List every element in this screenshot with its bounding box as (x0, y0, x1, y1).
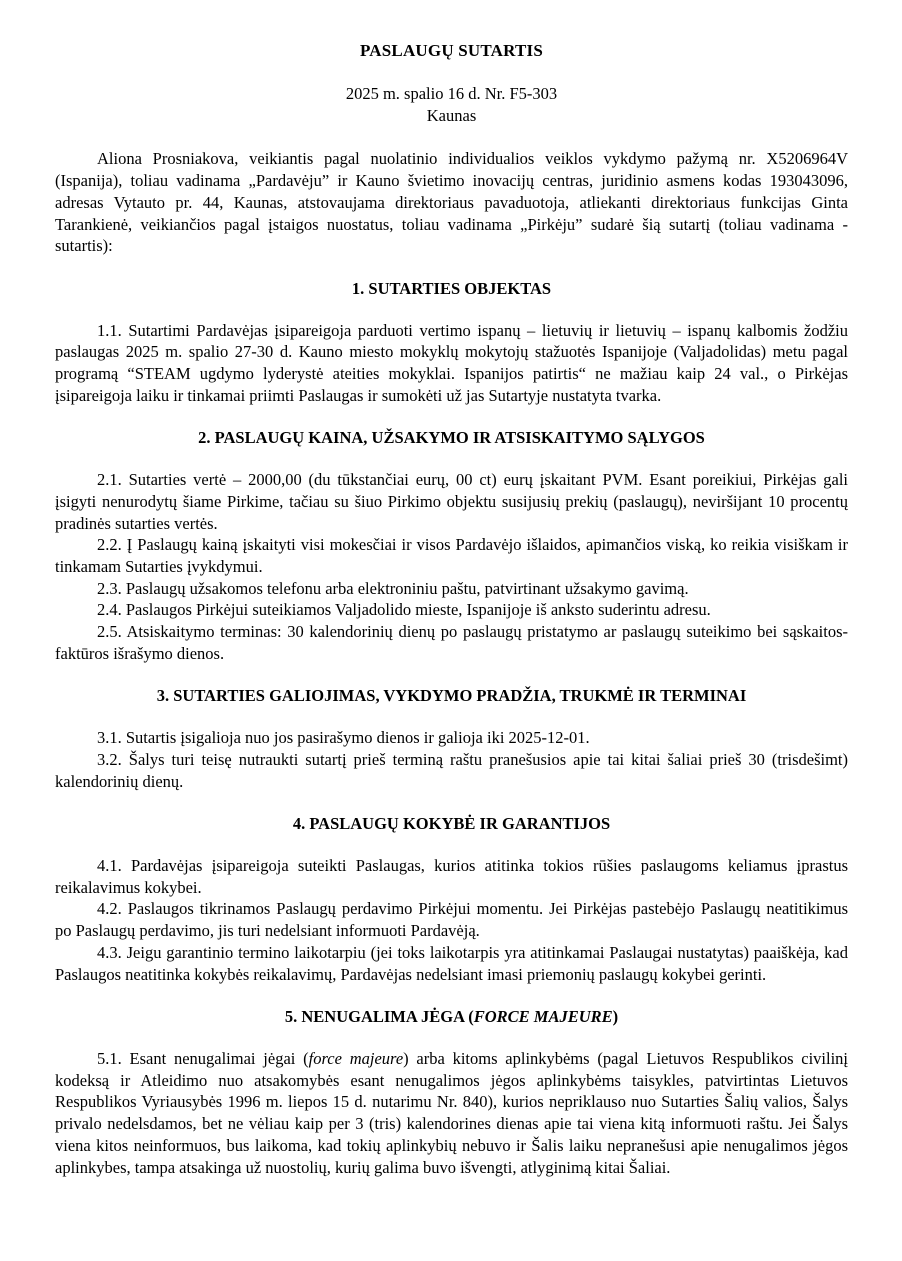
section-5 (55, 1006, 848, 1178)
section-5-heading-italic: FORCE MAJEURE (473, 1006, 613, 1026)
section-4-heading: 4. PASLAUGŲ KOKYBĖ IR GARANTIJOS (292, 813, 611, 833)
paragraph-5-1-before: 5.1. Esant nenugalimai jėgai ( (97, 1048, 309, 1068)
paragraph-5-1-after: ) arba kitoms aplinkybėms (pagal Lietuvos Respublikos civilinį kodeksą ir Atleidimo nuo atsakomybės esant nenugalimos jėgos aplinkybėms taisykles, patvirtintas Lietuvos Respublikos Vyriausybės 1996 m. liepos 15 d. nutarimu Nr. 840), kurios nepriklauso nuo Sutarties Šalių valios, Šalys privalo nedelsdamos, bet ne vėliau kaip per 3 (tris) kalendorines dienas apie tai viena kitą informuoti raštu. Jei Šalys viena kitos neinformuos, bus laikoma, kad tokių aplinkybių nebuvo ir Šalis laiku nepranešusi apie nenugalimos jėgos aplinkybes, tampa atsakinga už nuostolių, kurių galima buvo išvengti, atlyginimą kitai Šaliai. (55, 1048, 849, 1177)
intro-paragraph: Aliona Prosniakova, veikiantis pagal nuolatinio individualios veiklos vykdymo pažymą nr. X5206964V (Ispanija), toliau vadinama „Pardavėju” ir Kauno švietimo inovacijų centras, juridinio asmens kodas 193043096, adresas Vytauto pr. 44, Kaunas, atstovaujama direktoriaus pavaduotoja, atliekanti direktoriaus funkcijas Ginta Tarankienė, veikiančios pagal įstaigos nuostatus, toliau vadinama „Pirkėju” sudarė šią sutartį (toliau vadinama - sutartis): (55, 149, 848, 256)
city-line: Kaunas (426, 106, 477, 126)
section-2 (55, 427, 848, 665)
paragraph-3-1: 3.1. Sutartis įsigalioja nuo jos pasirašymo dienos ir galioja iki 2025-12-01. (97, 728, 590, 748)
section-5-heading (55, 1006, 848, 1028)
paragraph-2-3: 2.3. Paslaugų užsakomos telefonu arba elektroniniu paštu, patvirtinant užsakymo gavimą. (97, 578, 689, 598)
paragraph-2-1: 2.1. Sutarties vertė – 2000,00 (du tūkstančiai eurų, 00 ct) eurų įskaitant PVM. Esant poreikiui, Pirkėjas gali įsigyti nenurodytų šiame Pirkime, tačiau su šiuo Pirkimo objektu susijusių prekių (paslaugų), neviršijant 10 procentų pradinės sutarties vertės. (55, 470, 848, 533)
paragraph-4-2: 4.2. Paslaugos tikrinamos Paslaugų perdavimo Pirkėjui momentu. Jei Pirkėjas pastebėjo Paslaugų neatitikimus po Paslaugų perdavimo, jis turi nedelsiant informuoti Pardavėją. (55, 899, 848, 941)
paragraph-2-5: 2.5. Atsiskaitymo terminas: 30 kalendorinių dienų po paslaugų pristatymo ar paslaugų suteikimo bei sąskaitos-faktūros išrašymo dienos. (55, 622, 848, 663)
section-3 (55, 685, 848, 792)
paragraph-2-2: 2.2. Į Paslaugų kainą įskaityti visi mokesčiai ir visos Pardavėjo išlaidos, apimančios viską, ko reikia visiškam ir tinkamam Sutarties įvykdymui. (55, 535, 848, 577)
paragraph-4-1: 4.1. Pardavėjas įsipareigoja suteikti Paslaugas, kurios atitinka tokios rūšies paslaugoms keliamus įprastus reikalavimus kokybei. (55, 856, 848, 897)
paragraph-4-3: 4.3. Jeigu garantinio termino laikotarpiu (jei toks laikotarpis yra atitinkamai Paslaugai nustatytas) paaiškėja, kad Paslaugos neatitinka kokybės reikalavimų, Pardavėjas nedelsiant imasi priemonių paslaugų kokybei gerinti. (55, 942, 848, 984)
paragraph-5-1 (55, 1048, 848, 1178)
section-3-heading: 3. SUTARTIES GALIOJIMAS, VYKDYMO PRADŽIA, TRUKMĖ IR TERMINAI (156, 686, 747, 706)
paragraph-3-2: 3.2. Šalys turi teisę nutraukti sutartį prieš terminą raštu pranešusios apie tai kitai šaliai prieš 30 (trisdešimt) kalendorinių dienų. (55, 749, 848, 791)
paragraph-1-1: 1.1. Sutartimi Pardavėjas įsipareigoja parduoti vertimo ispanų – lietuvių ir lietuvių – ispanų kalbomis žodžiu paslaugas 2025 m. spalio 27-30 d. Kauno miesto mokyklų mokytojų stažuotės Ispanijoje (Valjadolidas) metu pagal programą “STEAM ugdymo lyderystė ateities mokyklai. Ispanijos patirtis“ ne mažiau kaip 24 val., o Pirkėjas įsipareigoja laiku ir tinkamai priimti Paslaugas ir sumokėti už jas Sutartyje nustatyta tvarka. (55, 320, 848, 405)
section-2-heading: 2. PASLAUGŲ KAINA, UŽSAKYMO IR ATSISKAITYMO SĄLYGOS (198, 428, 705, 448)
section-1-heading: 1. SUTARTIES OBJEKTAS (351, 278, 552, 298)
date-number-line: 2025 m. spalio 16 d. Nr. F5-303 (345, 84, 558, 104)
section-4 (55, 813, 848, 985)
section-5-heading-prefix: 5. NENUGALIMA JĖGA ( (284, 1006, 474, 1026)
section-1 (55, 278, 848, 407)
document-meta (55, 83, 848, 126)
paragraph-5-1-italic: force majeure (308, 1048, 404, 1068)
section-5-heading-suffix: ) (612, 1006, 619, 1026)
document-title: PASLAUGŲ SUTARTIS (359, 41, 544, 60)
paragraph-2-4: 2.4. Paslaugos Pirkėjui suteikiamos Valjadolido mieste, Ispanijoje iš anksto suderintu adresu. (97, 600, 711, 620)
